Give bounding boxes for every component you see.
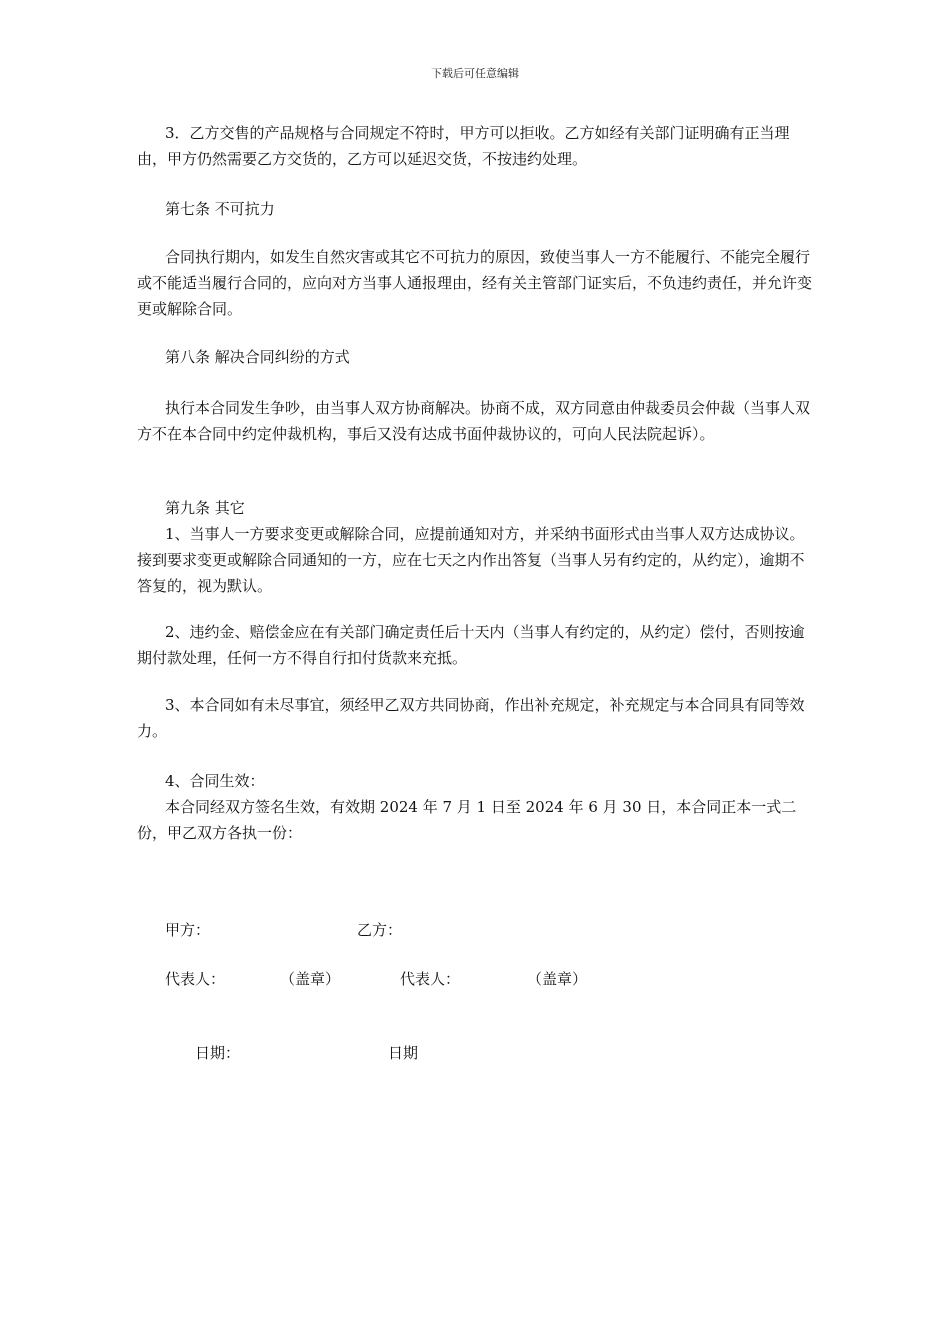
article-8-body <box>137 395 817 447</box>
party-b-label: 乙方： <box>357 921 403 939</box>
list-item: 2、违约金、赔偿金应在有关部门确定责任后十天内（当事人有约定的，从约定）偿付，否则按逾期付款处理，任何一方不得自行扣付货款来充抵。 <box>137 623 805 667</box>
article-9-item-4 <box>137 768 817 846</box>
article-8-heading <box>137 344 817 370</box>
representative-b-label: 代表人： <box>400 970 461 988</box>
paragraph: 执行本合同发生争吵，由当事人双方协商解决。协商不成，双方同意由仲裁委员会仲裁（当事人双方不在本合同中约定仲裁机构，事后又没有达成书面仲裁协议的，可向人民法院起诉）。 <box>137 399 811 443</box>
date-a-label: 日期： <box>195 1044 241 1062</box>
date-b-label: 日期 <box>388 1044 419 1062</box>
heading: 第七条 不可抗力 <box>165 200 275 218</box>
heading: 第八条 解决合同纠纷的方式 <box>165 348 350 366</box>
article-9-item-2 <box>137 619 817 671</box>
article-9-item-3 <box>137 692 817 744</box>
list-item: 1、当事人一方要求变更或解除合同，应提前通知对方，并采纳书面形式由当事人双方达成协议。接到要求变更或解除合同通知的一方，应在七天之内作出答复（当事人另有约定的，从约定），逾期不答复的，视为默认。 <box>137 525 805 595</box>
heading: 第九条 其它 <box>165 499 245 517</box>
article-7-heading <box>137 196 817 222</box>
paragraph: 3．乙方交售的产品规格与合同规定不符时，甲方可以拒收。乙方如经有关部门证明确有正当理由，甲方仍然需要乙方交货的，乙方可以延迟交货，不按违约处理。 <box>137 124 790 168</box>
seal-b-label: （盖章） <box>527 970 588 988</box>
seal-a-label: （盖章） <box>280 970 341 988</box>
list-item: 3、本合同如有未尽事宜，须经甲乙双方共同协商，作出补充规定，补充规定与本合同具有同等效力。 <box>137 696 805 740</box>
article-7-body <box>137 244 817 322</box>
party-a-label: 甲方： <box>165 921 211 939</box>
list-item-title: 4、合同生效： <box>165 772 265 790</box>
paragraph: 合同执行期内，如发生自然灾害或其它不可抗力的原因，致使当事人一方不能履行、不能完全履行或不能适当履行合同的，应向对方当事人通报理由，经有关主管部门证实后，不负违约责任，并允许变更或解除合同。 <box>137 248 813 318</box>
paragraph: 本合同经双方签名生效，有效期 2024 年 7 月 1 日至 2024 年 6 月 30 日，本合同正本一式二份，甲乙双方各执一份： <box>137 798 797 842</box>
clause-delivery-3 <box>137 120 817 172</box>
article-9-block <box>137 495 817 599</box>
page-header-note: 下载后可任意编辑 <box>431 67 519 80</box>
representative-a-label: 代表人： <box>165 970 226 988</box>
